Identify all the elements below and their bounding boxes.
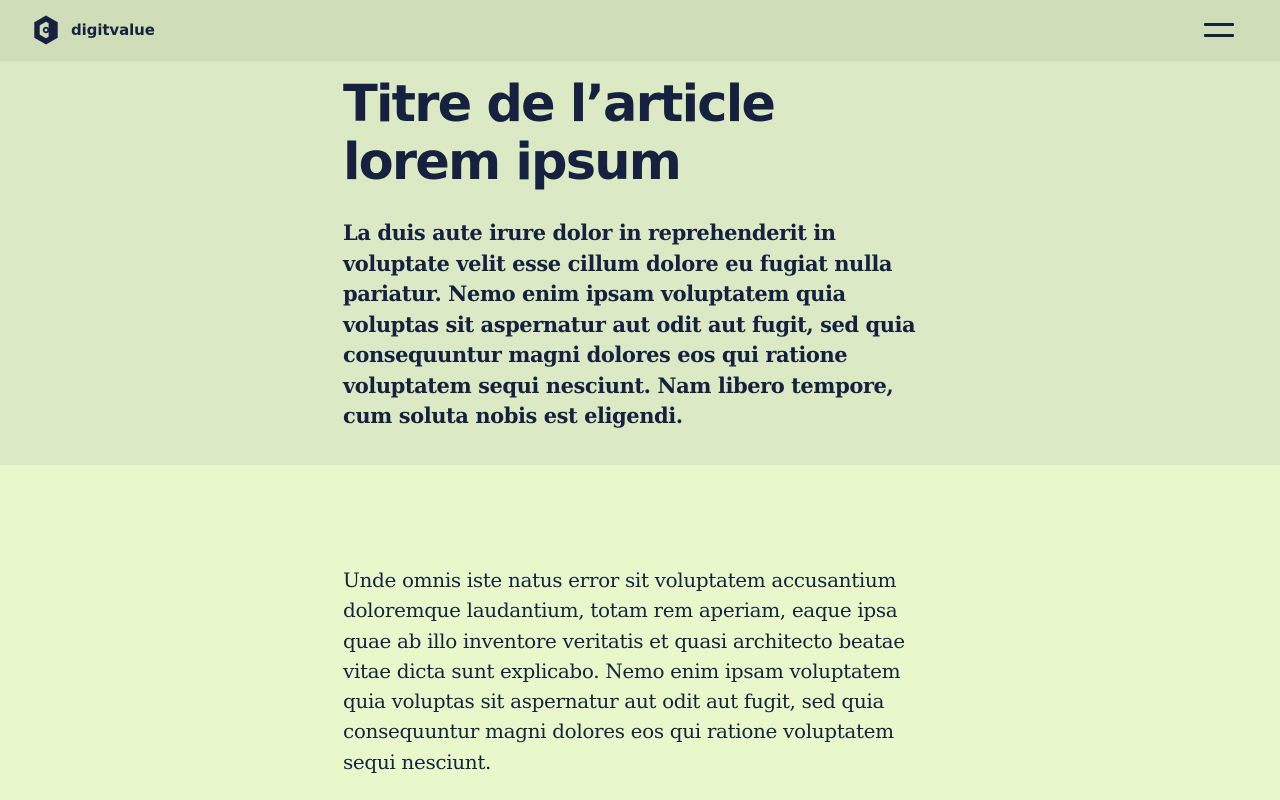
digitvalue-logo-icon bbox=[32, 14, 60, 46]
article-hero bbox=[0, 61, 1280, 465]
menu-button[interactable] bbox=[1204, 21, 1234, 39]
brand-name: digitvalue bbox=[71, 21, 155, 39]
hamburger-menu-icon bbox=[1204, 34, 1234, 37]
article-title: Titre de l’article lorem ipsum bbox=[343, 75, 775, 192]
article-body-paragraph: Unde omnis iste natus error sit voluptatem accusantium doloremque laudantium, totam rem aperiam, eaque ipsa quae ab illo inventore veritatis et quasi architecto beatae vitae dicta sunt explicabo. Nemo enim ipsam voluptatem quia voluptas sit aspernatur aut odit aut fugit, sed quia consequuntur magni dolores eos qui ratione voluptatem sequi nesciunt. bbox=[343, 568, 905, 774]
site-header bbox=[0, 0, 1280, 61]
article-lead: La duis aute irure dolor in reprehenderit in voluptate velit esse cillum dolore eu fugiat nulla pariatur. Nemo enim ipsam voluptatem quia voluptas sit aspernatur aut odit aut fugit, sed quia consequuntur magni dolores eos qui ratione voluptatem sequi nesciunt. Nam libero tempore, cum soluta nobis est eligendi. bbox=[343, 220, 916, 428]
hamburger-menu-icon bbox=[1204, 23, 1234, 26]
brand-home-link[interactable] bbox=[32, 14, 155, 46]
